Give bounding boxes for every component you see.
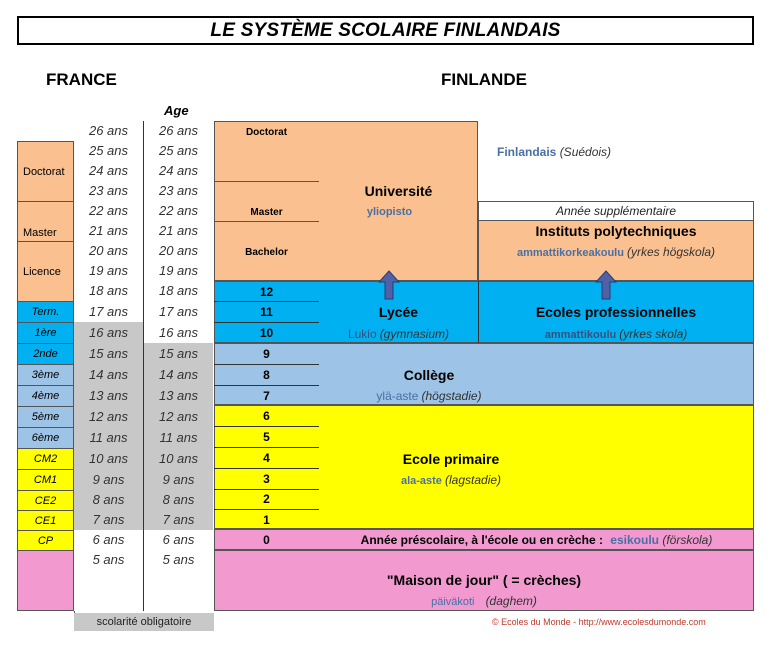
france-doctorat: Doctorat	[17, 141, 74, 201]
page-title: LE SYSTÈME SCOLAIRE FINLANDAIS	[17, 16, 754, 45]
age-label: 20 ans	[158, 243, 199, 258]
universite-fi: yliopisto	[366, 206, 413, 218]
age-label: 9 ans	[162, 472, 195, 487]
age-label: 23 ans	[158, 183, 199, 198]
age-label: 10 ans	[158, 451, 199, 466]
college-fi: ylä-aste	[376, 389, 419, 403]
age-label: 19 ans	[158, 263, 199, 278]
polytech-fi: ammattikorkeakoulu	[516, 247, 624, 259]
age-label: 10 ans	[88, 451, 129, 466]
france-quatrieme: 4ème	[17, 385, 74, 406]
polytech-names	[478, 245, 754, 259]
primaire-names	[319, 473, 583, 487]
grade-label: 12	[259, 285, 274, 299]
compulsory-label: scolarité obligatoire	[74, 613, 214, 631]
age-label: 6 ans	[162, 532, 195, 547]
age-label: 23 ans	[88, 183, 129, 198]
grade-label: 8	[263, 368, 270, 382]
ecoles-pro-names	[478, 327, 754, 341]
college-names	[319, 389, 539, 403]
maison-names	[319, 594, 649, 608]
france-ce1: CE1	[17, 510, 74, 530]
age-label: 6 ans	[92, 532, 125, 547]
age-label: 22 ans	[88, 203, 129, 218]
age-label: 13 ans	[88, 388, 129, 403]
legend-swedish: (Suédois)	[559, 145, 612, 159]
age-label: 17 ans	[88, 304, 129, 319]
age-label: 5 ans	[92, 552, 125, 567]
age-label: 12 ans	[88, 409, 129, 424]
prescolaire-fi: esikoulu	[610, 533, 659, 547]
degree-master: Master	[250, 207, 283, 218]
grade-label: 3	[263, 472, 270, 486]
france-cm2: CM2	[17, 448, 74, 469]
age-label: 20 ans	[88, 243, 129, 258]
grade-label: 2	[263, 492, 270, 506]
lycee-names	[319, 327, 478, 341]
grade-label: 7	[263, 389, 270, 403]
prescolaire-title: Année préscolaire, à l'école ou en crèche :	[360, 533, 603, 547]
age-label: 7 ans	[162, 512, 195, 527]
lycee-title: Lycée	[378, 304, 419, 320]
ecoles-pro-fi: ammattikoulu	[544, 329, 617, 341]
grade-label: 9	[263, 347, 270, 361]
prescolaire-label	[319, 533, 754, 547]
grade-label: 6	[263, 409, 270, 423]
france-term: Term.	[17, 301, 74, 322]
separator	[17, 141, 74, 142]
arrow-up-icon	[595, 270, 617, 300]
prescolaire-sv: (förskola)	[662, 533, 713, 547]
polytech-sv: (yrkes högskola)	[627, 245, 716, 259]
separator	[214, 221, 319, 222]
primaire-sv: (lagstadie)	[445, 473, 502, 487]
age-label: 15 ans	[158, 346, 199, 361]
degree-bachelor: Bachelor	[245, 247, 288, 258]
age-label: 13 ans	[158, 388, 199, 403]
age-label: 21 ans	[158, 223, 199, 238]
degree-doctorat: Doctorat	[245, 127, 288, 138]
age-label: 25 ans	[88, 143, 129, 158]
primaire-fi: ala-aste	[400, 475, 442, 487]
age-label: 11 ans	[159, 430, 198, 445]
age-label: 22 ans	[158, 203, 199, 218]
age-label: 25 ans	[158, 143, 199, 158]
maison-fi: päiväkoti	[431, 596, 475, 608]
lycee-fi: Lukio	[347, 327, 377, 341]
france-master: Master	[17, 201, 74, 241]
primaire-title: Ecole primaire	[402, 451, 500, 467]
france-seconde: 2nde	[17, 343, 74, 364]
polytech-title: Instituts polytechniques	[535, 223, 697, 239]
france-cp: CP	[17, 530, 74, 550]
grade-label: 10	[259, 326, 274, 340]
annee-supplementaire-label: Année supplémentaire	[555, 204, 677, 218]
france-cm1: CM1	[17, 469, 74, 490]
age-label: 8 ans	[92, 492, 125, 507]
arrow-up-icon	[378, 270, 400, 300]
age-label: 16 ans	[158, 325, 199, 340]
age-label: 18 ans	[88, 283, 129, 298]
college-title: Collège	[403, 367, 455, 383]
france-maternelle	[17, 550, 74, 611]
age-label: 26 ans	[88, 123, 129, 138]
france-sixieme: 6ème	[17, 427, 74, 448]
ecoles-pro-title: Ecoles professionnelles	[535, 304, 697, 320]
age-label: 26 ans	[158, 123, 199, 138]
france-header: FRANCE	[46, 70, 117, 89]
age-label: 11 ans	[89, 430, 128, 445]
maison-title: "Maison de jour" ( = crèches)	[386, 572, 582, 588]
age-label: 19 ans	[88, 263, 129, 278]
age-label: 5 ans	[162, 552, 195, 567]
grade-label: 1	[263, 513, 270, 527]
age-label: 15 ans	[88, 346, 129, 361]
universite-title: Université	[364, 183, 433, 199]
age-label: 18 ans	[158, 283, 199, 298]
age-label: 8 ans	[162, 492, 195, 507]
credit-text: © Ecoles du Monde - http://www.ecolesdumonde.com	[492, 617, 706, 627]
age-label: 9 ans	[92, 472, 125, 487]
age-label: 14 ans	[158, 367, 199, 382]
france-premiere: 1ère	[17, 322, 74, 343]
legend-finnish: Finlandais	[497, 145, 557, 159]
college-sv: (högstadie)	[421, 389, 482, 403]
age-label: 12 ans	[158, 409, 199, 424]
maison-sv: (daghem)	[485, 594, 537, 608]
ecoles-pro-sv: (yrkes skola)	[619, 327, 688, 341]
france-ce2: CE2	[17, 490, 74, 510]
age-label: 24 ans	[88, 163, 129, 178]
separator	[214, 181, 319, 182]
france-troisieme: 3ème	[17, 364, 74, 385]
age-label: 17 ans	[158, 304, 199, 319]
grade-label: 11	[260, 305, 273, 319]
france-cinquieme: 5ème	[17, 406, 74, 427]
age-label: 14 ans	[88, 367, 129, 382]
age-label: 7 ans	[92, 512, 125, 527]
grade-label: 4	[263, 451, 270, 465]
grade-label: 0	[263, 533, 270, 547]
lycee-sv: (gymnasium)	[379, 327, 450, 341]
age-label: 21 ans	[88, 223, 129, 238]
france-licence: Licence	[17, 241, 74, 301]
age-label: 16 ans	[88, 325, 129, 340]
finlande-header: FINLANDE	[441, 70, 527, 89]
age-label: 24 ans	[158, 163, 199, 178]
legend	[497, 145, 611, 159]
age-header: Age	[164, 103, 189, 118]
grade-label: 5	[263, 430, 270, 444]
